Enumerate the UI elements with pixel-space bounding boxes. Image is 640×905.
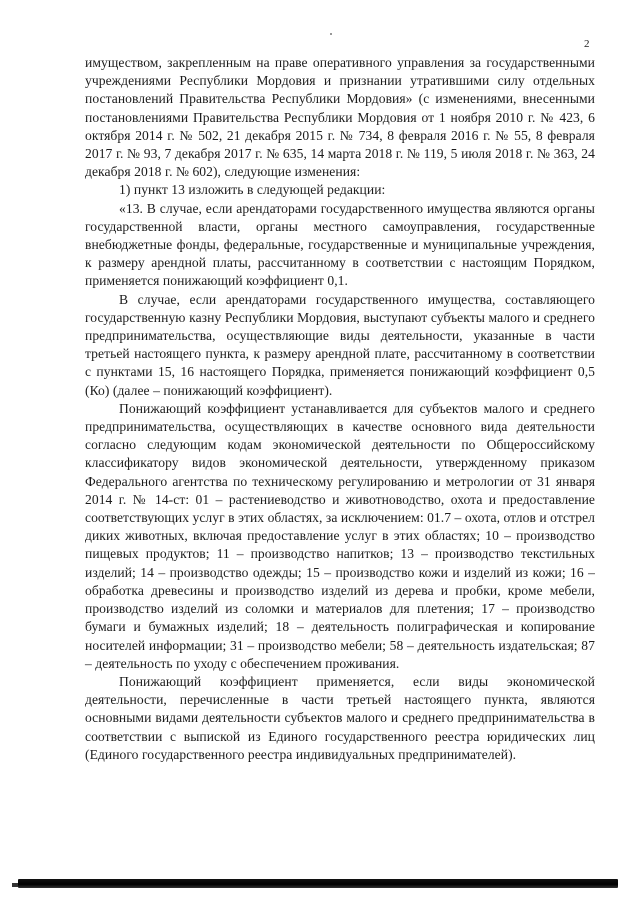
page-number: 2 [584, 38, 590, 50]
document-body [85, 54, 595, 764]
paragraph-continuation: имуществом, закрепленным на праве оперативного управления за государственными учреждениями Республики Мордовия и признании утратившими силу отдельных постановлений Правительства Республики Мордовия» (с изменениями, внесенными постановлениями Правительства Республики Мордовия от 1 ноября 2010 г. № 423, 6 октября 2014 г. № 502, 21 декабря 2015 г. № 734, 8 февраля 2016 г. № 55, 8 февраля 2017 г. № 93, 7 декабря 2017 г. № 635, 14 марта 2018 г. № 119, 5 июля 2018 г. № 363, 24 декабря 2018 г. № 602), следующие изменения: [85, 55, 595, 180]
paragraph-application: Понижающий коэффициент применяется, если виды экономической деятельности, перечисленные в части третьей настоящего пункта, являются основными видами деятельности субъектов малого и среднего предпринимательства в соответствии с выпиской из Единого государственного реестра юридических лиц (Единого государственного реестра индивидуальных предпринимателей). [85, 673, 595, 762]
paragraph-activity-codes: Понижающий коэффициент устанавливается для субъектов малого и среднего предпринимательства, осуществляющих в качестве основного вида деятельности согласно следующим кодам экономической деятельности по Общероссийскому классификатору видов экономической деятельности, утвержденному приказом Федерального агентства по техническому регулированию и метрологии от 31 января 2014 г. № 14-ст: 01 – растениеводство и животноводство, охота и предоставление соответствующих услуг в этих областях, за исключением: 01.7 – охота, отлов и отстрел диких животных, включая предоставление услуг в этих областях; 10 – производство пищевых продуктов; 11 – производство напитков; 13 – производство текстильных изделий; 14 – производство одежды; 15 – производство кожи и изделий из кожи; 16 – обработка древесины и производство изделий из дерева и пробки, кроме мебели, производство изделий из соломки и материалов для плетения; 17 – производство бумаги и бумажных изделий; 18 – деятельность полиграфическая и копирование носителей информации; 31 – производство мебели; 58 – деятельность издательская; 87 – деятельность по уходу с обеспечением проживания. [85, 400, 595, 671]
scan-bottom-bar [18, 879, 618, 888]
paragraph-small-business: В случае, если арендаторами государственного имущества, составляющего государственную казну Республики Мордовия, выступают субъекты малого и среднего предпринимательства, осуществляющие виды деятельности, указанные в части третьей настоящего пункта, к размеру арендной плате, рассчитанному в соответствии с пунктами 15, 16 настоящего Порядка, применяется понижающий коэффициент 0,5 (Ко) (далее – понижающий коэффициент). [85, 291, 595, 398]
scan-speck [330, 33, 332, 35]
paragraph-item-1: 1) пункт 13 изложить в следующей редакции: [119, 182, 386, 198]
paragraph-clause-13: «13. В случае, если арендаторами государственного имущества являются органы государственной власти, органы местного самоуправления, государственные внебюджетные фонды, федеральные, государственные и муниципальные учреждения, к размеру арендной платы, рассчитанному в соответствии с настоящим Порядком, применяется понижающий коэффициент 0,1. [85, 200, 595, 289]
